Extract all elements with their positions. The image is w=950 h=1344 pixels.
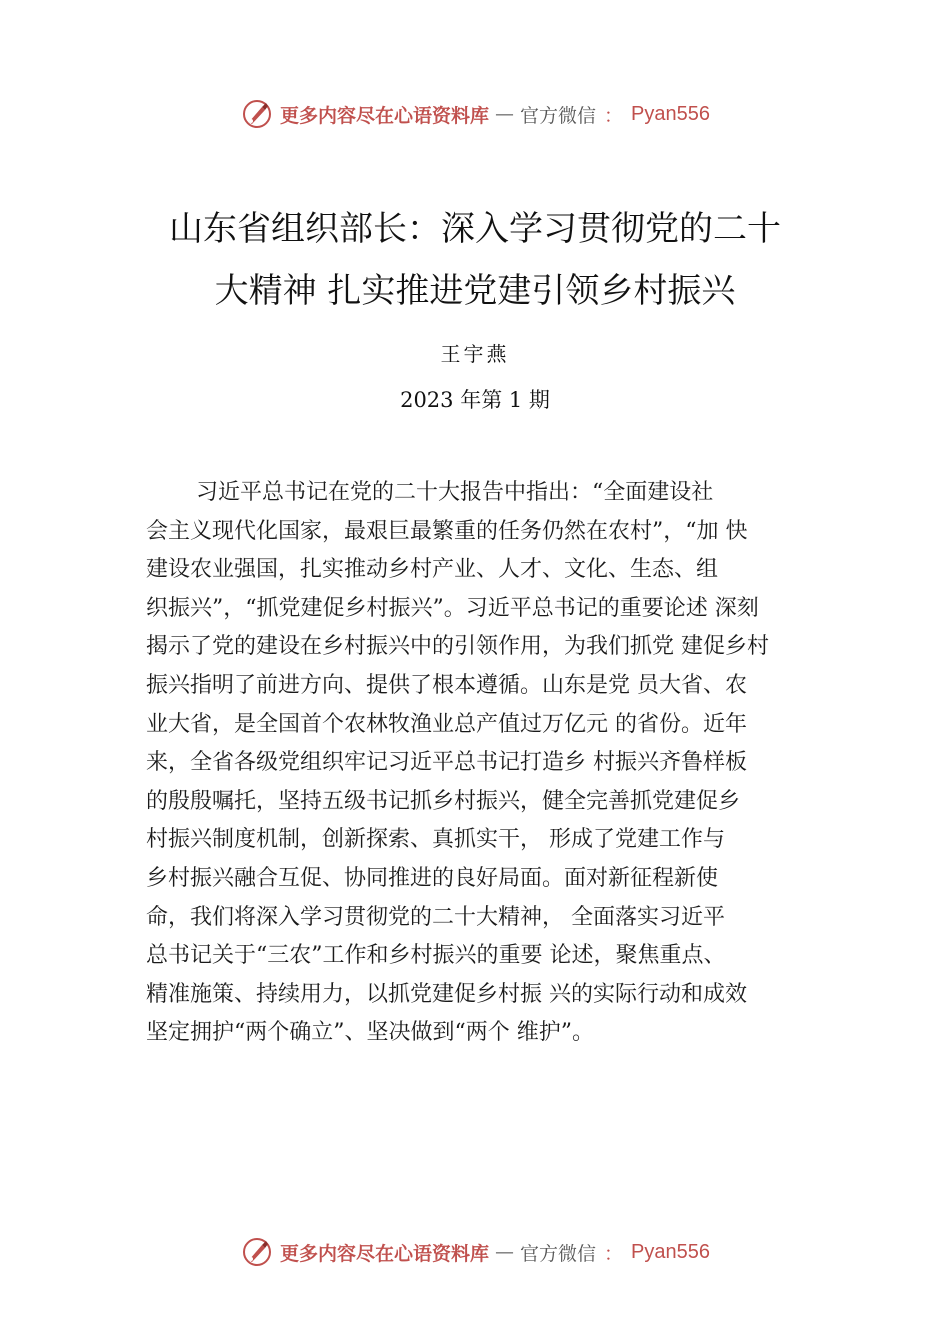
- body-line: 建设农业强国，扎实推动乡村产业、人才、文化、生态、组: [146, 557, 719, 583]
- body-paragraph: [146, 474, 836, 1053]
- body-line: 精准施策、持续用力，以抓党建促乡村振 兴的实际行动和成效: [146, 981, 747, 1007]
- body-line: 命，我们将深入学习贯彻党的二十大精神， 全面落实习近平: [146, 904, 725, 930]
- watermark-brand: 更多内容尽在心语资料库: [279, 1242, 489, 1265]
- watermark-dash: —: [495, 103, 514, 125]
- issue-number: 2023 年第 1 期: [400, 388, 550, 412]
- pen-logo-icon: [240, 97, 274, 131]
- title-line-2: 大精神 扎实推进党建引领乡村振兴: [214, 271, 736, 311]
- body-line: 揭示了党的建设在乡村振兴中的引领作用，为我们抓党 建促乡村: [146, 634, 769, 660]
- body-line: 总书记关于“三农”工作和乡村振兴的重要 论述，聚焦重点、: [146, 943, 726, 969]
- header-watermark: [0, 94, 950, 134]
- body-line: 振兴指明了前进方向、提供了根本遵循。山东是党 员大省、农: [146, 672, 747, 698]
- author-name: 王宇燕: [440, 342, 510, 366]
- watermark-label: 官方微信: [520, 104, 597, 127]
- body-line: 习近平总书记在党的二十大报告中指出：“全面建设社: [196, 480, 714, 505]
- watermark-wechat-id: Pyan556: [631, 102, 710, 125]
- watermark-dash: —: [495, 1241, 514, 1263]
- body-line: 的殷殷嘱托，坚持五级书记抓乡村振兴，健全完善抓党建促乡: [146, 788, 741, 814]
- watermark-colon: ：: [604, 104, 624, 127]
- body-line: 织振兴”，“抓党建促乡村振兴”。习近平总书记的重要论述 深刻: [146, 595, 759, 621]
- footer-watermark: [0, 1232, 950, 1272]
- watermark-label: 官方微信: [520, 1242, 597, 1265]
- watermark-brand: 更多内容尽在心语资料库: [279, 104, 489, 127]
- body-line: 业大省，是全国首个农林牧渔业总产值过万亿元 的省份。近年: [146, 711, 747, 737]
- pen-logo-icon: [240, 1235, 274, 1269]
- title-line-1: 山东省组织部长：深入学习贯彻党的二十: [169, 209, 781, 249]
- body-line: 乡村振兴融合互促、协同推进的良好局面。面对新征程新使: [146, 865, 719, 891]
- body-line: 会主义现代化国家，最艰巨最繁重的任务仍然在农村”，“加 快: [146, 518, 748, 544]
- watermark-wechat-id: Pyan556: [631, 1240, 710, 1263]
- body-line: 村振兴制度机制，创新探索、真抓实干， 形成了党建工作与: [146, 827, 725, 853]
- body-line: 坚定拥护“两个确立”、坚决做到“两个 维护”。: [146, 1020, 594, 1046]
- body-line: 来，全省各级党组织牢记习近平总书记打造乡 村振兴齐鲁样板: [146, 750, 747, 776]
- watermark-colon: ：: [604, 1242, 624, 1265]
- document-title: [100, 198, 850, 322]
